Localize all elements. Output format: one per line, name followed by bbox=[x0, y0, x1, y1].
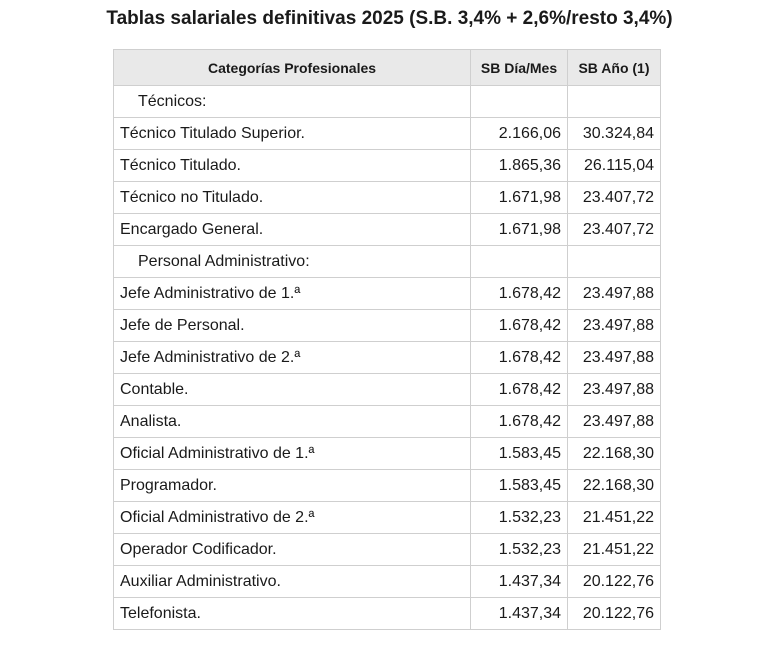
table-row bbox=[114, 374, 661, 406]
table-row bbox=[114, 598, 661, 630]
table-body bbox=[114, 86, 661, 630]
category-cell: Programador. bbox=[114, 470, 471, 502]
category-cell: Auxiliar Administrativo. bbox=[114, 566, 471, 598]
table-group-row bbox=[114, 86, 661, 118]
sb-dia-mes-cell: 1.678,42 bbox=[471, 406, 568, 438]
category-cell: Oficial Administrativo de 1.ª bbox=[114, 438, 471, 470]
sb-dia-mes-cell: 1.678,42 bbox=[471, 278, 568, 310]
sb-anio-cell: 23.497,88 bbox=[568, 406, 661, 438]
sb-dia-mes-cell: 1.437,34 bbox=[471, 566, 568, 598]
sb-dia-mes-cell: 1.583,45 bbox=[471, 470, 568, 502]
group-label: Personal Administrativo: bbox=[114, 246, 471, 278]
sb-dia-mes-cell: 1.532,23 bbox=[471, 534, 568, 566]
category-cell: Jefe Administrativo de 2.ª bbox=[114, 342, 471, 374]
table-row bbox=[114, 310, 661, 342]
table-row bbox=[114, 118, 661, 150]
table-row bbox=[114, 278, 661, 310]
sb-dia-mes-cell bbox=[471, 246, 568, 278]
sb-anio-cell bbox=[568, 246, 661, 278]
sb-dia-mes-cell: 1.583,45 bbox=[471, 438, 568, 470]
sb-dia-mes-cell: 1.437,34 bbox=[471, 598, 568, 630]
table-row bbox=[114, 406, 661, 438]
table-header-row bbox=[114, 50, 661, 86]
category-cell: Técnico no Titulado. bbox=[114, 182, 471, 214]
sb-anio-cell: 30.324,84 bbox=[568, 118, 661, 150]
sb-dia-mes-cell: 1.671,98 bbox=[471, 214, 568, 246]
sb-dia-mes-cell: 1.678,42 bbox=[471, 342, 568, 374]
sb-dia-mes-cell: 1.678,42 bbox=[471, 310, 568, 342]
sb-dia-mes-cell: 1.865,36 bbox=[471, 150, 568, 182]
table-row bbox=[114, 566, 661, 598]
table-group-row bbox=[114, 246, 661, 278]
sb-anio-cell: 20.122,76 bbox=[568, 566, 661, 598]
table-row bbox=[114, 342, 661, 374]
sb-dia-mes-cell bbox=[471, 86, 568, 118]
header-sb-dia-mes: SB Día/Mes bbox=[471, 50, 568, 86]
category-cell: Operador Codificador. bbox=[114, 534, 471, 566]
header-categorias: Categorías Profesionales bbox=[114, 50, 471, 86]
category-cell: Contable. bbox=[114, 374, 471, 406]
page-title: Tablas salariales definitivas 2025 (S.B. 3,4% + 2,6%/resto 3,4%) bbox=[106, 8, 673, 29]
sb-anio-cell: 22.168,30 bbox=[568, 438, 661, 470]
sb-anio-cell: 23.497,88 bbox=[568, 374, 661, 406]
sb-anio-cell: 23.497,88 bbox=[568, 342, 661, 374]
group-label: Técnicos: bbox=[114, 86, 471, 118]
category-cell: Telefonista. bbox=[114, 598, 471, 630]
table-row bbox=[114, 150, 661, 182]
table-row bbox=[114, 214, 661, 246]
sb-dia-mes-cell: 1.678,42 bbox=[471, 374, 568, 406]
salary-table bbox=[113, 49, 661, 630]
sb-dia-mes-cell: 1.532,23 bbox=[471, 502, 568, 534]
sb-anio-cell: 20.122,76 bbox=[568, 598, 661, 630]
sb-anio-cell: 21.451,22 bbox=[568, 534, 661, 566]
sb-dia-mes-cell: 1.671,98 bbox=[471, 182, 568, 214]
sb-anio-cell: 23.407,72 bbox=[568, 214, 661, 246]
category-cell: Jefe de Personal. bbox=[114, 310, 471, 342]
sb-anio-cell: 23.497,88 bbox=[568, 278, 661, 310]
category-cell: Analista. bbox=[114, 406, 471, 438]
category-cell: Oficial Administrativo de 2.ª bbox=[114, 502, 471, 534]
category-cell: Jefe Administrativo de 1.ª bbox=[114, 278, 471, 310]
category-cell: Técnico Titulado. bbox=[114, 150, 471, 182]
header-sb-anio: SB Año (1) bbox=[568, 50, 661, 86]
sb-anio-cell: 22.168,30 bbox=[568, 470, 661, 502]
category-cell: Encargado General. bbox=[114, 214, 471, 246]
table-row bbox=[114, 502, 661, 534]
sb-anio-cell: 23.407,72 bbox=[568, 182, 661, 214]
sb-anio-cell bbox=[568, 86, 661, 118]
sb-dia-mes-cell: 2.166,06 bbox=[471, 118, 568, 150]
sb-anio-cell: 23.497,88 bbox=[568, 310, 661, 342]
table-row bbox=[114, 470, 661, 502]
sb-anio-cell: 21.451,22 bbox=[568, 502, 661, 534]
category-cell: Técnico Titulado Superior. bbox=[114, 118, 471, 150]
table-row bbox=[114, 182, 661, 214]
table-row bbox=[114, 438, 661, 470]
table-row bbox=[114, 534, 661, 566]
sb-anio-cell: 26.115,04 bbox=[568, 150, 661, 182]
